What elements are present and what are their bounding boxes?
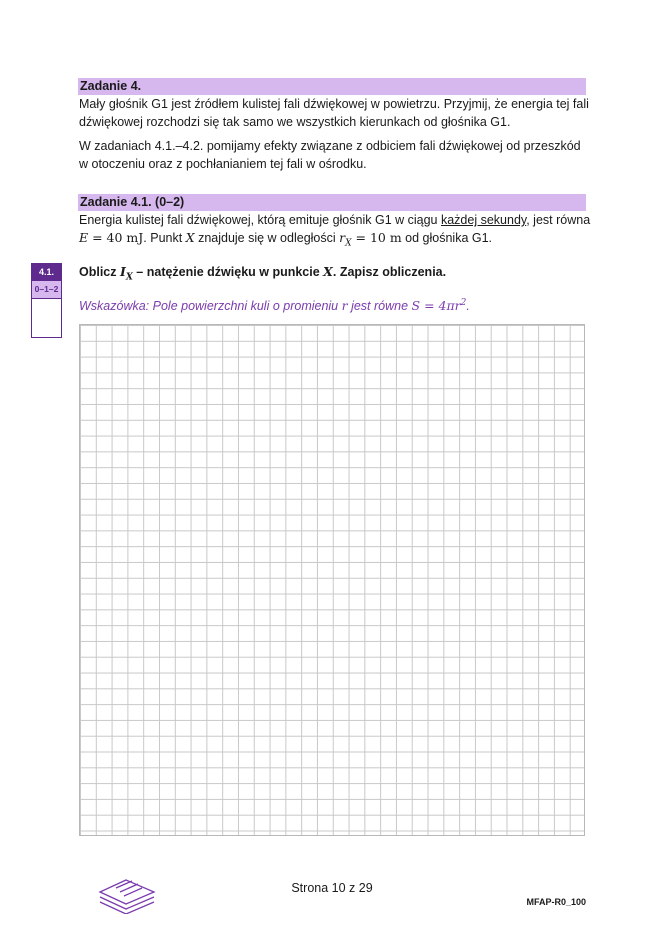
task-4-1-header: Zadanie 4.1. (0–2) bbox=[78, 194, 586, 211]
math-sub-X: X bbox=[345, 238, 352, 249]
page-number: Strona 10 z 29 bbox=[291, 881, 373, 895]
math-exponent: 2 bbox=[460, 298, 467, 308]
math-X: X bbox=[323, 264, 333, 279]
task-4-intro bbox=[79, 95, 589, 131]
math-distance-value: = 10 m bbox=[351, 230, 402, 245]
math-sub-X: X bbox=[125, 272, 133, 283]
text: jest równe bbox=[347, 299, 412, 314]
math-energy-value: = 40 mJ bbox=[88, 230, 144, 245]
task-4-note bbox=[79, 137, 589, 173]
text: . Zapisz obliczenia. bbox=[332, 265, 447, 279]
underlined-text: każdej sekundy bbox=[440, 213, 527, 227]
task-instruction bbox=[79, 264, 446, 283]
text: Energia kulistej fali dźwiękowej, którą emituje głośnik G1 w ciągu bbox=[79, 213, 441, 227]
math-E: E bbox=[79, 230, 89, 245]
text: – natężenie dźwięku w punkcie bbox=[132, 265, 324, 279]
text: Oblicz bbox=[79, 265, 120, 279]
hint bbox=[79, 298, 470, 313]
math-r: r bbox=[341, 298, 348, 314]
text: , jest równa bbox=[526, 213, 591, 227]
math-r: r bbox=[339, 230, 346, 245]
text: . bbox=[466, 299, 470, 314]
math-I: I bbox=[119, 264, 126, 279]
math-X: X bbox=[185, 230, 195, 245]
note-line-1: W zadaniach 4.1.–4.2. pomijamy efekty związane z odbiciem fali dźwiękowej od przeszkód bbox=[79, 139, 581, 153]
statement-line-1 bbox=[79, 211, 589, 229]
side-task-number: 4.1. bbox=[31, 263, 62, 281]
statement-line-2 bbox=[79, 229, 589, 253]
side-score-box bbox=[31, 298, 62, 338]
text: Wskazówka: Pole powierzchni kuli o promieniu bbox=[79, 299, 342, 314]
intro-line-1: Mały głośnik G1 jest źródłem kulistej fali dźwiękowej w powietrzu. Przyjmij, że energia tej fali bbox=[79, 97, 589, 111]
answer-grid[interactable] bbox=[79, 324, 585, 836]
exam-code: MFAP-R0_100 bbox=[526, 897, 586, 907]
text: znajduje się w odległości bbox=[194, 231, 340, 245]
task-4-header: Zadanie 4. bbox=[78, 78, 586, 95]
math-formula: S = 4πr bbox=[411, 298, 461, 314]
intro-line-2: dźwiękowej rozchodzi się tak samo we wszystkich kierunkach od głośnika G1. bbox=[79, 115, 511, 129]
task-4-1-statement bbox=[79, 211, 589, 253]
side-points-scale: 0–1–2 bbox=[31, 281, 62, 298]
text: od głośnika G1. bbox=[401, 231, 493, 245]
note-line-2: w otoczeniu oraz z pochłanianiem tej fali w ośrodku. bbox=[79, 157, 367, 171]
text: . Punkt bbox=[143, 231, 186, 245]
